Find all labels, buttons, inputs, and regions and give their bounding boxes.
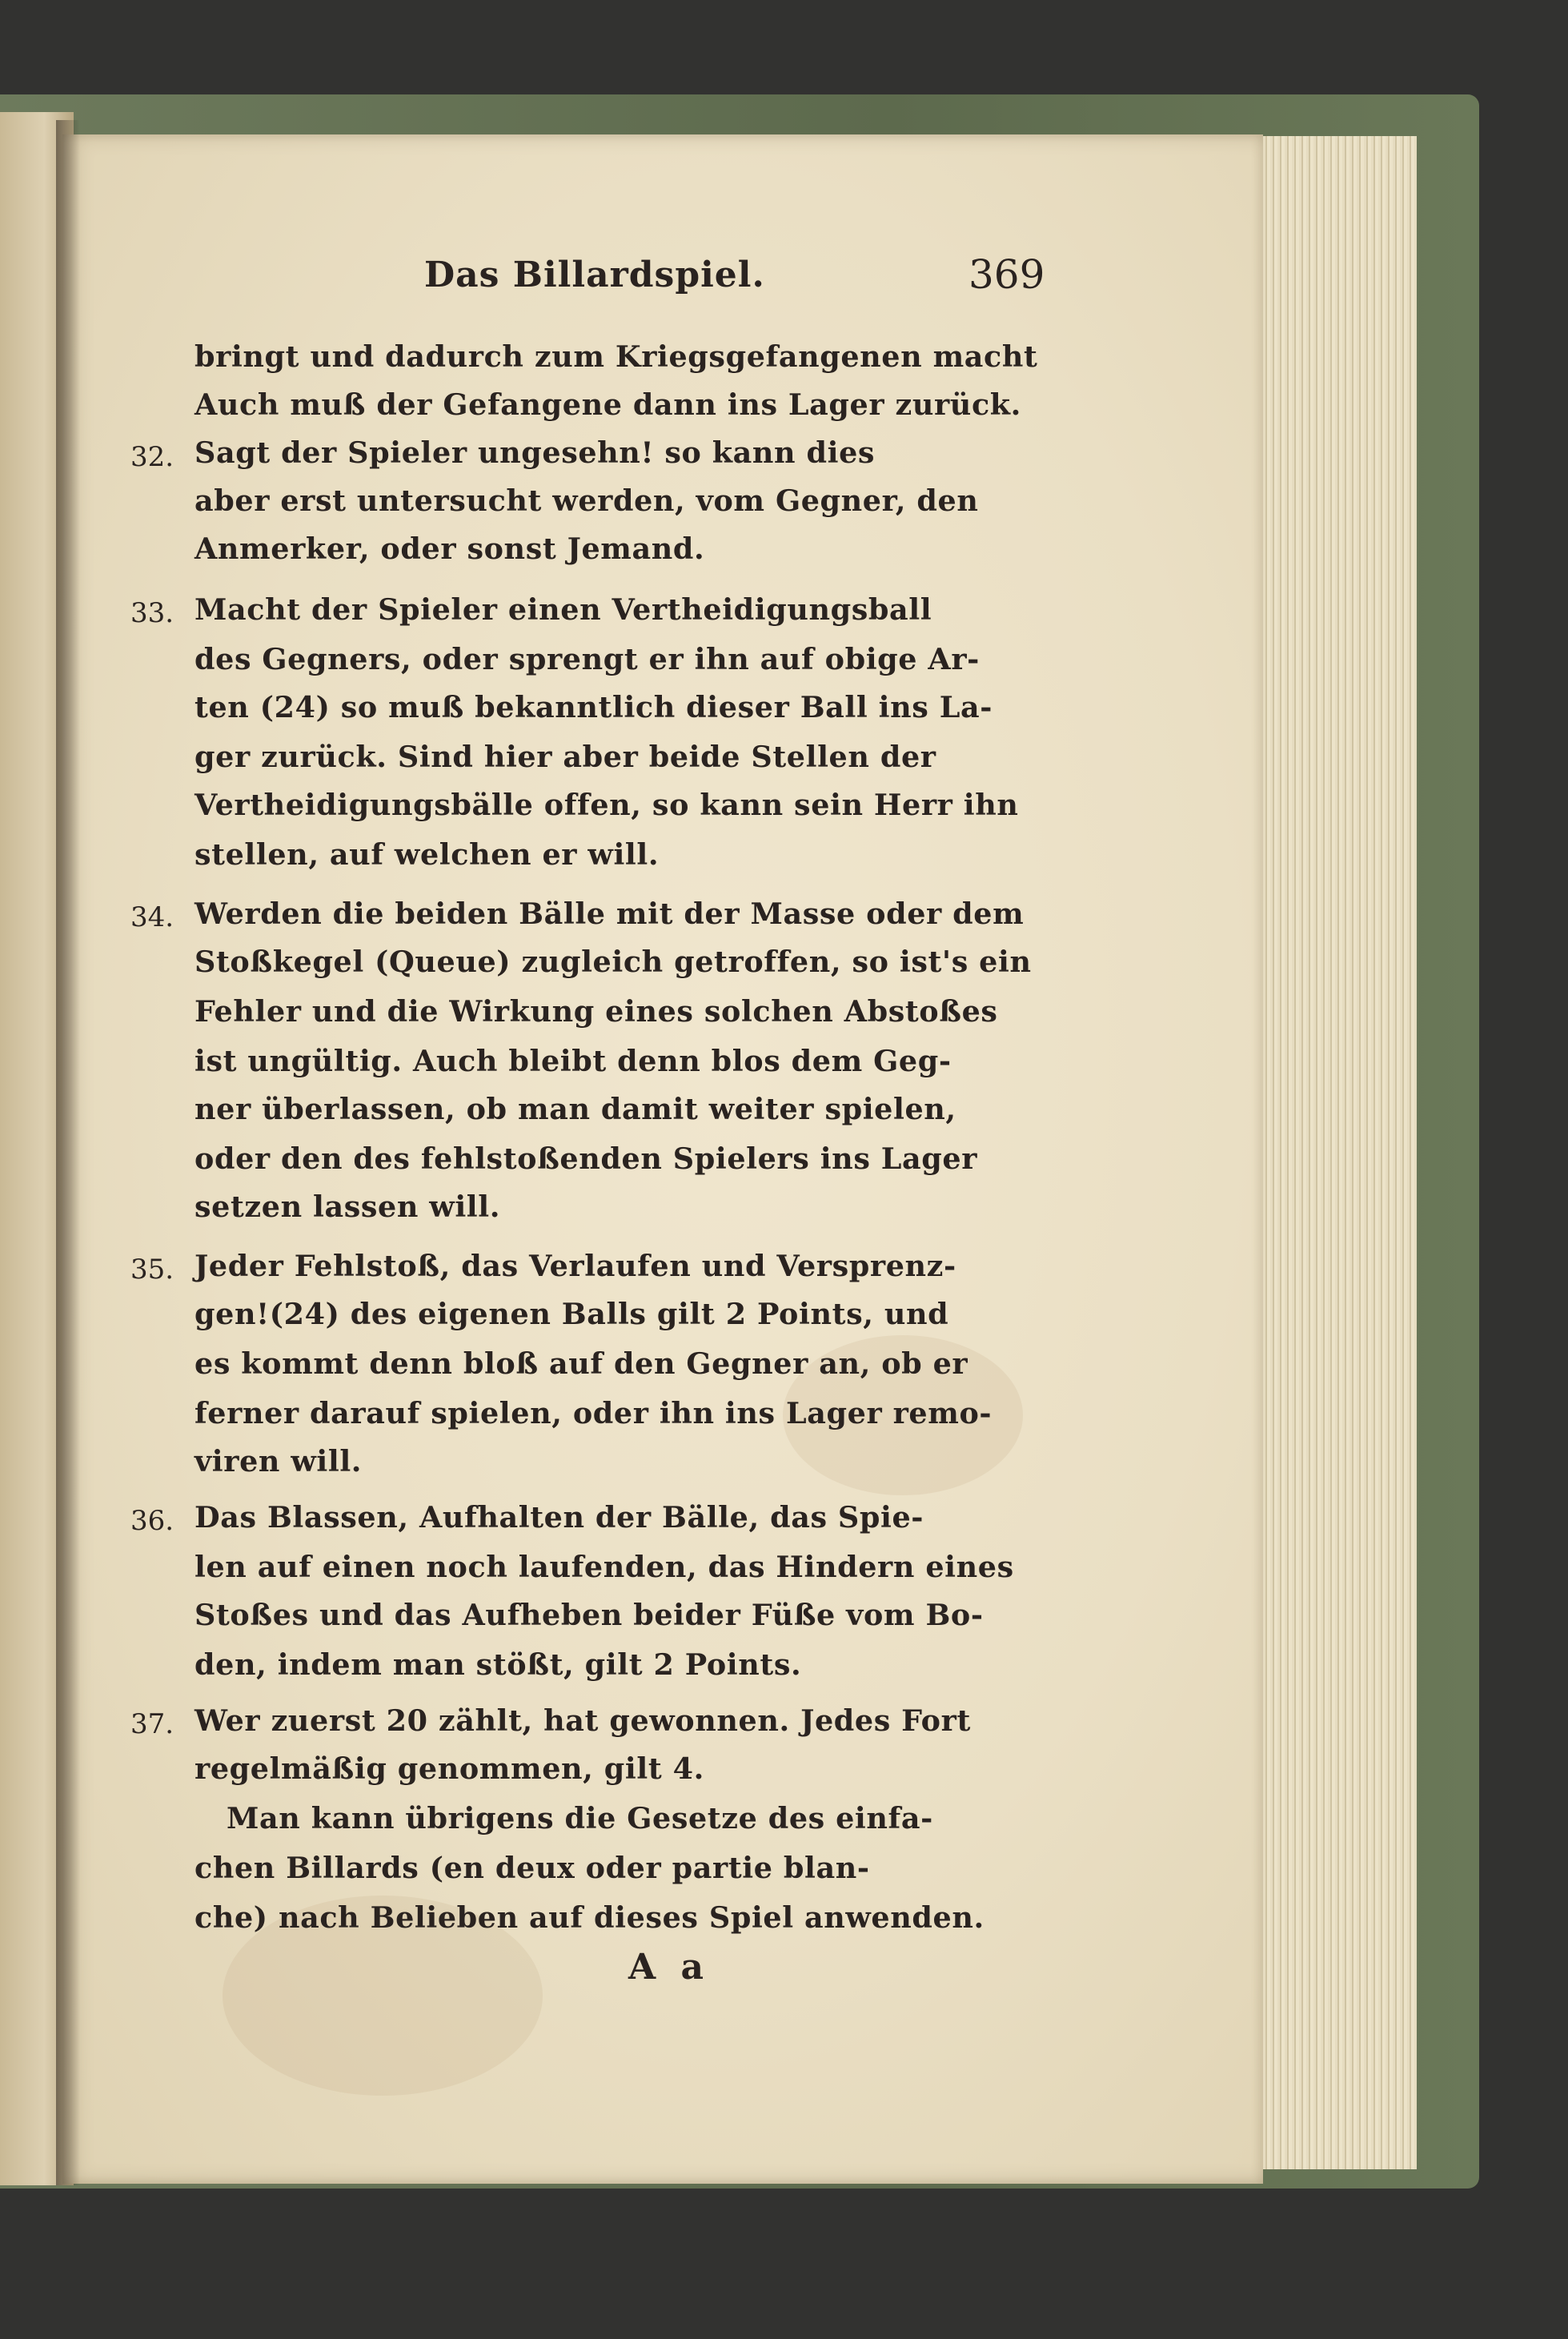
text-line: regelmäßig genommen, gilt 4.: [194, 1751, 704, 1786]
text-line: ist ungültig. Auch bleibt denn blos dem Geg-: [194, 1044, 952, 1078]
text-line: Jeder Fehlstoß, das Verlaufen und Versprenz-: [194, 1249, 956, 1283]
text-line: Stoßes und das Aufheben beider Füße vom Bo-: [194, 1598, 984, 1632]
text-line: Vertheidigungsbälle offen, so kann sein Herr ihn: [194, 788, 1019, 822]
text-line: che) nach Belieben auf dieses Spiel anwenden.: [194, 1900, 985, 1935]
text-line: Werden die beiden Bälle mit der Masse oder dem: [194, 897, 1025, 931]
rule-number: 34.: [130, 901, 174, 933]
text-line: Sagt der Spieler ungesehn! so kann dies: [194, 435, 876, 470]
text-line: Das Blassen, Aufhalten der Bälle, das Spie-: [194, 1500, 924, 1535]
text-line: bringt und dadurch zum Kriegsgefangenen macht: [194, 339, 1038, 374]
text-line: Fehler und die Wirkung eines solchen Abstoßes: [194, 994, 998, 1029]
text-line: gen!(24) des eigenen Balls gilt 2 Points, und: [194, 1297, 949, 1331]
text-line: stellen, auf welchen er will.: [194, 837, 660, 872]
text-line: es kommt denn bloß auf den Gegner an, ob er: [194, 1346, 968, 1381]
text-line: ner überlassen, ob man damit weiter spielen,: [194, 1092, 956, 1126]
text-line: Macht der Spieler einen Vertheidigungsball: [194, 592, 932, 627]
gutter-shadow: [56, 120, 80, 2185]
text-line: Man kann übrigens die Gesetze des einfa-: [227, 1801, 933, 1835]
text-line: chen Billards (en deux oder partie blan-: [194, 1851, 870, 1885]
page-number: 369: [968, 251, 1045, 298]
rule-number: 37.: [130, 1708, 174, 1740]
rule-number: 33.: [130, 597, 174, 629]
text-line: aber erst untersucht werden, vom Gegner, den: [194, 483, 979, 518]
text-line: ger zurück. Sind hier aber beide Stellen der: [194, 740, 936, 774]
text-line: Auch muß der Gefangene dann ins Lager zurück.: [194, 387, 1021, 422]
text-line: Anmerker, oder sonst Jemand.: [194, 532, 705, 566]
running-head: Das Billardspiel.: [424, 255, 765, 295]
text-line: des Gegners, oder sprengt er ihn auf obige Ar-: [194, 642, 980, 676]
rule-number: 32.: [130, 441, 174, 473]
text-line: setzen lassen will.: [194, 1190, 501, 1224]
text-line: Stoßkegel (Queue) zugleich getroffen, so ist's ein: [194, 945, 1032, 979]
text-line: oder den des fehlstoßenden Spielers ins Lager: [194, 1141, 978, 1176]
page-edges: [1249, 136, 1417, 2169]
text-line: den, indem man stößt, gilt 2 Points.: [194, 1647, 802, 1682]
text-line: Wer zuerst 20 zählt, hat gewonnen. Jedes Fort: [194, 1703, 971, 1738]
text-line: ten (24) so muß bekanntlich dieser Ball ins La-: [194, 690, 993, 724]
text-line: viren will.: [194, 1444, 363, 1478]
text-line: ferner darauf spielen, oder ihn ins Lager remo-: [194, 1396, 993, 1430]
text-line: len auf einen noch laufenden, das Hindern eines: [194, 1550, 1014, 1584]
rule-number: 36.: [130, 1505, 174, 1537]
catchword: A a: [628, 1947, 710, 1988]
rule-number: 35.: [130, 1254, 174, 1286]
